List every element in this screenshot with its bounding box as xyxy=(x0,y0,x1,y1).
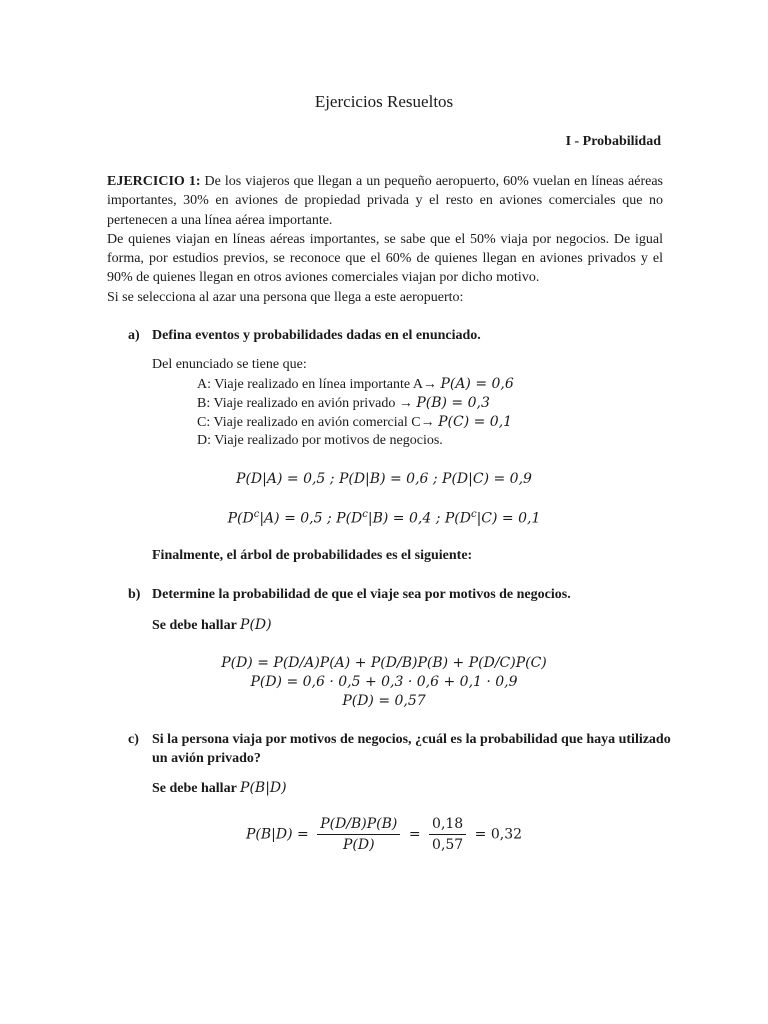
bayes-formula: P(B|D) = $\frac{P(D/B)P(B)}{P(D)}$ = $\frac{0,18}{0,57}$ = 0,32 xyxy=(245,816,523,853)
page-title: Ejercicios Resueltos xyxy=(314,92,454,111)
section-heading: I - Probabilidad xyxy=(565,134,661,149)
event-a-definition: A: Viaje realizado en línea importante A→ P(A) = 0,6 xyxy=(197,376,514,392)
question-a-lead: Del enunciado se tiene que: xyxy=(152,357,307,372)
bayes-result: = 0,32 xyxy=(474,826,523,843)
question-b-lead: Se debe hallar P(D) xyxy=(152,617,272,633)
statement-line: pertenecen a una línea aérea importante. xyxy=(107,212,333,228)
total-probability-result: P(D) = 0,57 xyxy=(342,693,426,709)
question-c-text-line-2: un avión privado? xyxy=(152,751,261,766)
statement-line: forma, por estudios previos, se reconoce que el 60% de quienes llegan en aviones privados y el xyxy=(107,251,663,267)
total-probability-substitution: P(D) = 0,6 · 0,5 + 0,3 · 0,6 + 0,1 · 0,9 xyxy=(250,674,518,690)
event-a-probability: P(A) = 0,6 xyxy=(440,376,514,392)
statement-line: De quienes viajan en líneas aéreas importantes, se sabe que el 50% viaja por negocios. De igual xyxy=(107,231,663,247)
statement-line: Si se selecciona al azar una persona que llega a este aeropuerto: xyxy=(107,289,464,305)
total-probability-formula: P(D) = P(D/A)P(A) + P(D/B)P(B) + P(D/C)P(C) xyxy=(221,655,547,671)
exercise-statement xyxy=(107,172,663,307)
event-c-probability: P(C) = 0,1 xyxy=(438,414,513,430)
question-b-text: Determine la probabilidad de que el viaje sea por motivos de negocios. xyxy=(152,587,571,602)
tree-note: Finalmente, el árbol de probabilidades es el siguiente: xyxy=(152,548,473,563)
statement-line: EJERCICIO 1: De los viajeros que llegan a un pequeño aeropuerto, 60% vuelan en líneas aéreas xyxy=(107,174,663,189)
conditional-probabilities: P(D|A) = 0,5 ; P(D|B) = 0,6 ; P(D|C) = 0,9 xyxy=(236,471,532,487)
bayes-fraction-numeric: $\frac{0,18}{0,57}$ xyxy=(429,816,466,853)
event-c-definition: C: Viaje realizado en avión comercial C→ P(C) = 0,1 xyxy=(197,414,513,430)
statement-line: importantes, 30% en aviones de propiedad privada y el resto en aviones comerciales que no xyxy=(107,193,663,209)
question-c-text-line-1: Si la persona viaja por motivos de negocios, ¿cuál es la probabilidad que haya utilizado xyxy=(152,732,671,747)
event-b-definition: B: Viaje realizado en avión privado → P(B) = 0,3 xyxy=(197,395,490,411)
question-c-letter: c) xyxy=(128,732,139,747)
event-d-definition: D: Viaje realizado por motivos de negocios. xyxy=(197,433,443,448)
question-b-letter: b) xyxy=(128,587,141,602)
bayes-fraction-symbolic: $\frac{P(D/B)P(B)}{P(D)}$ xyxy=(317,816,400,853)
complement-conditional-probabilities: $P(D^c|A) = 0,5$ ; $P(D^c|B) = 0,4$ ; $P(D^c|C) = 0,1$ xyxy=(227,509,541,527)
exercise-label: EJERCICIO 1: xyxy=(107,174,201,189)
question-a-text: Defina eventos y probabilidades dadas en el enunciado. xyxy=(152,328,481,343)
question-a-letter: a) xyxy=(128,328,140,343)
statement-line: 90% de quienes llegan en otros aviones comerciales viajan por dicho motivo. xyxy=(107,270,540,286)
question-c-lead: Se debe hallar P(B|D) xyxy=(152,780,287,796)
event-b-probability: P(B) = 0,3 xyxy=(416,395,490,411)
